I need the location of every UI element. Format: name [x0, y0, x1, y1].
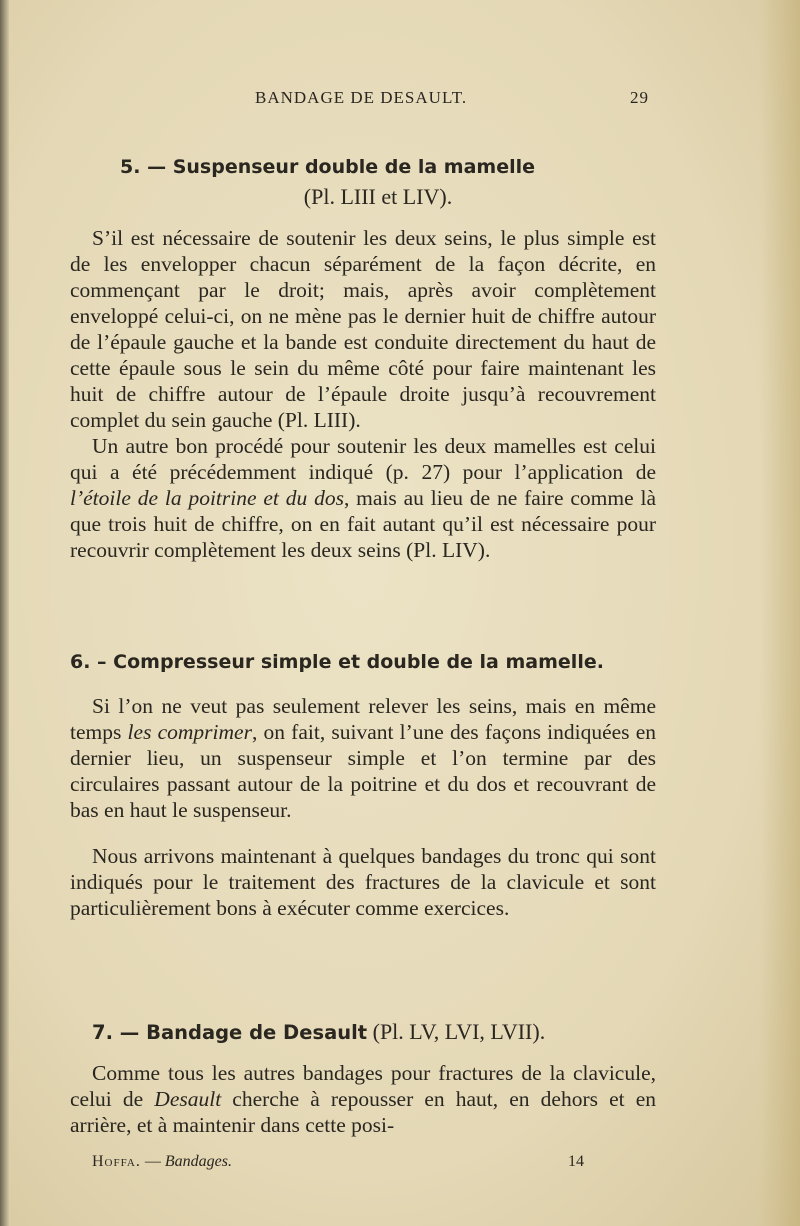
section-7-paragraph-1: Comme tous les autres bandages pour fractures de la clavicule, celui de Desault cherche à repousser en haut, en dehors et en arrière, et à maintenir dans cette posi-	[70, 1061, 657, 1137]
footer-signature-mark: 14	[568, 1153, 584, 1170]
section-5-subheading: (Pl. LIII et LIV).	[303, 184, 453, 209]
section-5-paragraph-1: S’il est nécessaire de soutenir les deux seins, le plus simple est de les envelopper chacun séparément de la façon décrite, en commençant par le droit; mais, après avoir complètement enveloppé celui-ci, on ne mène pas le dernier huit de chiffre autour de l’épaule gauche et la bande est conduite directement du haut de cette épaule sous le sein du même côté pour faire maintenant les huit de chiffre autour de l’épaule droite jusqu’à recouvrement complet du sein gauche (Pl. LIII).	[70, 226, 656, 432]
page-right-edge	[760, 0, 800, 1226]
footer-reference: Hoffa. — Bandages.	[92, 1153, 232, 1170]
section-6-heading: 6. – Compresseur simple et double de la mamelle.	[70, 651, 604, 673]
page-number: 29	[630, 88, 649, 107]
section-6-paragraph-1: Si l’on ne veut pas seulement relever les seins, mais en même temps les comprimer, on fait, suivant l’une des façons indiquées en dernier lieu, un suspenseur simple et l’on termine par des circulaires passant autour de la poitrine et du dos et recouvrant de bas en haut le suspenseur.	[70, 694, 656, 822]
section-6	[70, 651, 656, 921]
section-5	[70, 156, 656, 563]
section-5-number: 5.	[120, 156, 141, 178]
section-5-title: Suspenseur double de la mamelle	[172, 156, 536, 178]
page-binding-edge	[0, 0, 9, 1226]
section-5-dash: —	[147, 156, 167, 178]
section-6-paragraph-2: Nous arrivons maintenant à quelques bandages du tronc qui sont indiqués pour le traitement des fractures de la clavicule et sont particulièrement bons à exécuter comme exercices.	[70, 844, 656, 920]
section-5-heading	[70, 156, 656, 178]
section-5-paragraph-2: Un autre bon procédé pour soutenir les deux mamelles est celui qui a été précédemment indiqué (p. 27) pour l’application de l’étoile de la poitrine et du dos, mais au lieu de ne faire comme là que trois huit de chiffre, on en fait autant qu’il est nécessaire pour recouvrir complètement les deux seins (Pl. LIV).	[70, 434, 656, 562]
running-head-title: BANDAGE DE DESAULT.	[255, 88, 468, 107]
section-7-heading: 7. — Bandage de Desault (Pl. LV, LVI, LVII).	[92, 1019, 546, 1044]
section-7	[70, 1019, 656, 1138]
